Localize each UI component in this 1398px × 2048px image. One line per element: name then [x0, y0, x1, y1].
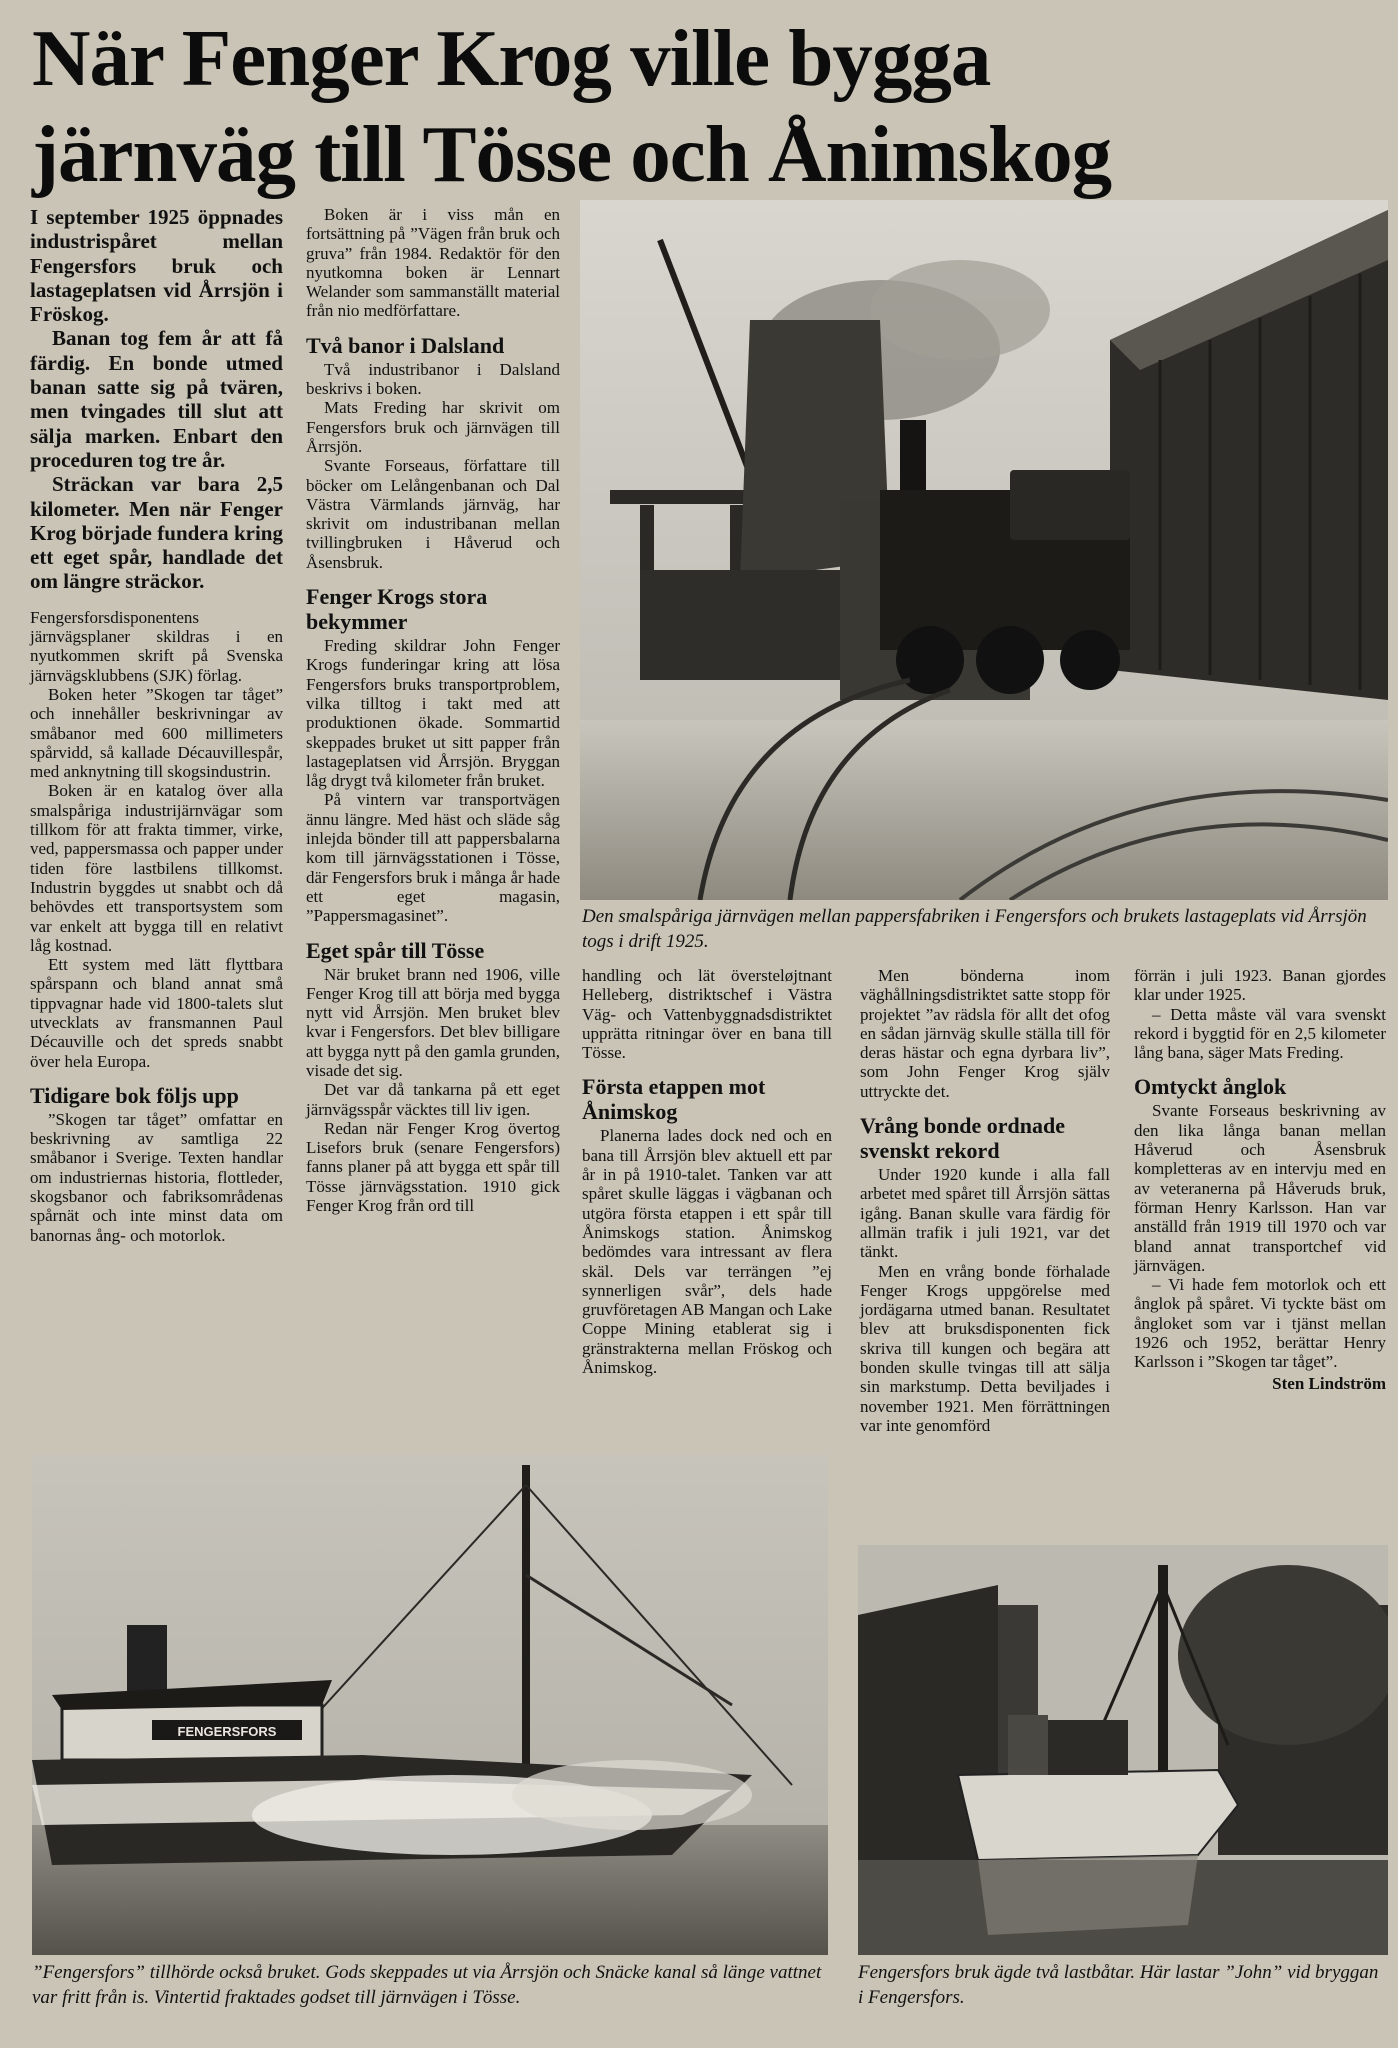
column-3	[582, 966, 832, 1377]
paragraph: Men bönderna inom väghållningsdistriktet satte stopp för projektet ”av rädsla för allt det ofog en sådan järnväg skulle ställa till för deras hästar och egna dyrbara liv”, som John Fenger Krog själv uttryckte det.	[860, 966, 1110, 1101]
column-2	[306, 205, 560, 1215]
paragraph: Under 1920 kunde i alla fall arbetet med spåret till Årrsjön sättas igång. Banan skulle vara färdig för allmän trafik i juli 1921, var det tänkt.	[860, 1165, 1110, 1262]
train-photo-caption: Den smalspåriga järnvägen mellan pappersfabriken i Fengersfors och brukets lastageplats vid Årrsjön togs i drift 1925.	[582, 906, 1367, 952]
headline-line-1: När Fenger Krog ville bygga	[32, 13, 991, 103]
boat-photo-image	[858, 1545, 1388, 1955]
lead-paragraph: Banan tog fem år att få färdig. En bonde utmed banan satte sig på tvären, men tvingades till slut att sälja marken. Enbart den proceduren tog tre år.	[30, 326, 283, 472]
paragraph: Ett system med lätt flyttbara spårspann och bland annat små tippvagnar hade vid 1800-talets slut utvecklats av fransmannen Paul Décauville och det spreds snabbt över hela Europa.	[30, 955, 283, 1071]
paragraph: Boken heter ”Skogen tar tåget” och innehåller beskrivningar av småbanor med 600 millimeters spårvidd, så kallade Décauvillespår, med anknytning till skogsindustrin.	[30, 684, 283, 782]
paragraph: Fengersforsdisponentens järnvägsplaner skildras i en nyutkommen skrift på Svenska järnvägsklubbens (SJK) förlag.	[30, 607, 283, 685]
subheading: Eget spår till Tösse	[306, 937, 485, 963]
ship-photo-caption: ”Fengersfors” tillhörde också bruket. Gods skeppades ut via Årrsjön och Snäcke kanal så länge vattnet var fritt från is. Vintertid fraktades godset till järnvägen i Tösse.	[32, 1962, 822, 2008]
paragraph: Boken är i viss mån en fortsättning på ”Vägen från bruk och gruva” från 1984. Redaktör för den nyutkomna boken är Lennart Welander som sammanställt material från nio medförfattare.	[306, 205, 560, 321]
paragraph: Det var då tankarna på ett eget järnvägsspår väcktes till liv igen.	[306, 1080, 560, 1119]
ship-name-text: FENGERSFORS	[177, 1724, 277, 1739]
subheading: Tidigare bok följs upp	[30, 1082, 239, 1108]
ship-photo	[32, 1455, 828, 1955]
paragraph: Planerna lades dock ned och en bana till Årrsjön blev aktuell ett par år in på 1910-talet. Tanken var att spåret skulle läggas i vägbanan och utgöra första etappen i ett spår till Ånimskogs station. Ånimskog bedömdes vara intressant av flera skäl. Dels var terrängen ”ej synnerligen svår”, dels hade gruvföretagen AB Mangan och Lake Coppe Mining etablerat sig i gränstrakterna mellan Fröskog och Ånimskog.	[582, 1126, 832, 1378]
paragraph: Mats Freding har skrivit om Fengersfors bruk och järnvägen till Årrsjön.	[306, 398, 560, 456]
headline-line-2: järnväg till Tösse och Ånimskog	[32, 109, 1112, 199]
subheading: Första etappen mot Ånimskog	[582, 1074, 766, 1125]
train-photo	[580, 200, 1388, 900]
boat-photo-caption: Fengersfors bruk ägde två lastbåtar. Här lastar ”John” vid bryggan i Fengersfors.	[858, 1962, 1379, 2008]
subheading: Omtyckt ånglok	[1134, 1074, 1287, 1100]
column-4	[860, 966, 1110, 1435]
paragraph: På vintern var transportvägen ännu längre. Med häst och släde såg inlejda bönder till att pappersbalarna kom till järnvägsstationen i Tösse, där Fengersfors bruk i många år hade ett eget magasin, ”Pappersmagasinet”.	[306, 790, 560, 926]
paragraph: förrän i juli 1923. Banan gjordes klar under 1925.	[1134, 966, 1386, 1005]
ship-photo-image	[32, 1455, 828, 1955]
lead-paragraph: I september 1925 öppnades industrispåret mellan Fengersfors bruk och lastageplatsen vid Årrsjön i Fröskog.	[30, 205, 283, 327]
paragraph: Boken är en katalog över alla smalspåriga industrijärnvägar som tillkom för att frakta timmer, virke, ved, pappersmassa och papper under tiden före lastbilens tillkomst. Industrin byggdes ut snabbt och då behövdes ett transportsystem som var enkelt att bygga till en relativt låg kostnad.	[30, 781, 283, 955]
paragraph: När bruket brann ned 1906, ville Fenger Krog till att börja med bygga nytt vid Årrsjön. Men bruket blev kvar i Fengersfors. Det blev billigare att bygga nytt på den gamla grunden, visade det sig.	[306, 964, 560, 1080]
subheading: Fenger Krogs stora bekymmer	[306, 584, 488, 635]
column-1	[30, 205, 283, 1245]
lead-paragraph: Sträckan var bara 2,5 kilometer. Men när Fenger Krog började fundera kring ett eget spår, handlade det om längre sträckor.	[30, 472, 283, 594]
paragraph: Redan när Fenger Krog övertog Lisefors bruk (senare Fengersfors) fanns planer på att bygga ett spår till Tösse järnvägsstation. 1910 gick Fenger Krog från ord till	[306, 1118, 560, 1216]
paragraph: – Vi hade fem motorlok och ett ånglok på spåret. Vi tyckte bäst om ångloket som var i tjänst mellan 1926 och 1952, berättar Henry Karlsson i ”Skogen tar tåget”.	[1134, 1275, 1386, 1372]
lead-paragraphs	[30, 205, 283, 594]
paragraph: – Detta måste väl vara svenskt rekord i byggtid för en 2,5 kilometer lång bana, säger Mats Freding.	[1134, 1004, 1386, 1063]
headline	[32, 10, 1362, 202]
byline: Sten Lindström	[1272, 1373, 1386, 1393]
paragraph: Freding skildrar John Fenger Krogs funderingar kring att lösa Fengersfors bruks transportproblem, vilka tilltog i takt med att produktionen ökade. Sommartid skeppades bruket ut sitt papper från lastageplatsen vid Årrsjön. Bryggan låg drygt två kilometer från bruket.	[306, 636, 560, 791]
train-photo-image	[580, 200, 1388, 900]
paragraph: ”Skogen tar tåget” omfattar en beskrivning av samtliga 22 småbanor i Sverige. Texten handlar om industriernas historia, flottleder, skogsbanor och fabriksområdenas spårnät och inte minst data om banornas ång- och motorlok.	[30, 1109, 283, 1245]
paragraph: handling och lät översteløjtnant Helleberg, distriktschef i Västra Väg- och Vattenbyggnadsdistriktet upprätta ritningar över en bana till Tösse.	[582, 966, 832, 1063]
paragraph: Svante Forseaus beskrivning av den lika långa banan mellan Håverud och Åsensbruk kompletteras av en intervju med en av veteranerna på Håveruds bruk, förman Henry Karlsson. Han var anställd från 1919 till 1970 och var bland annat transportchef vid järnvägen.	[1134, 1101, 1386, 1275]
subheading: Två banor i Dalsland	[306, 332, 505, 358]
body-text	[30, 608, 283, 1245]
paragraph: Svante Forseaus, författare till böcker om Lelångenbanan och Dal Västra Värmlands järnväg, har skrivit om industribanan mellan tvillingbruken i Håverud och Åsensbruk.	[306, 456, 560, 572]
subheading: Vrång bonde ordnade svenskt rekord	[860, 1113, 1065, 1164]
boat-photo	[858, 1545, 1388, 1955]
paragraph: Men en vrång bonde förhalade Fenger Krogs uppgörelse med jordägarna utmed banan. Resultatet blev att bruksdisponenten fick skriva till kungen och begära att bonden skulle tvingas till att sälja sin markstump. Detta beviljades i november 1921. Men förrättningen var inte genomförd	[860, 1261, 1110, 1435]
paragraph: Två industribanor i Dalsland beskrivs i boken.	[306, 359, 560, 399]
column-5	[1134, 966, 1386, 1393]
